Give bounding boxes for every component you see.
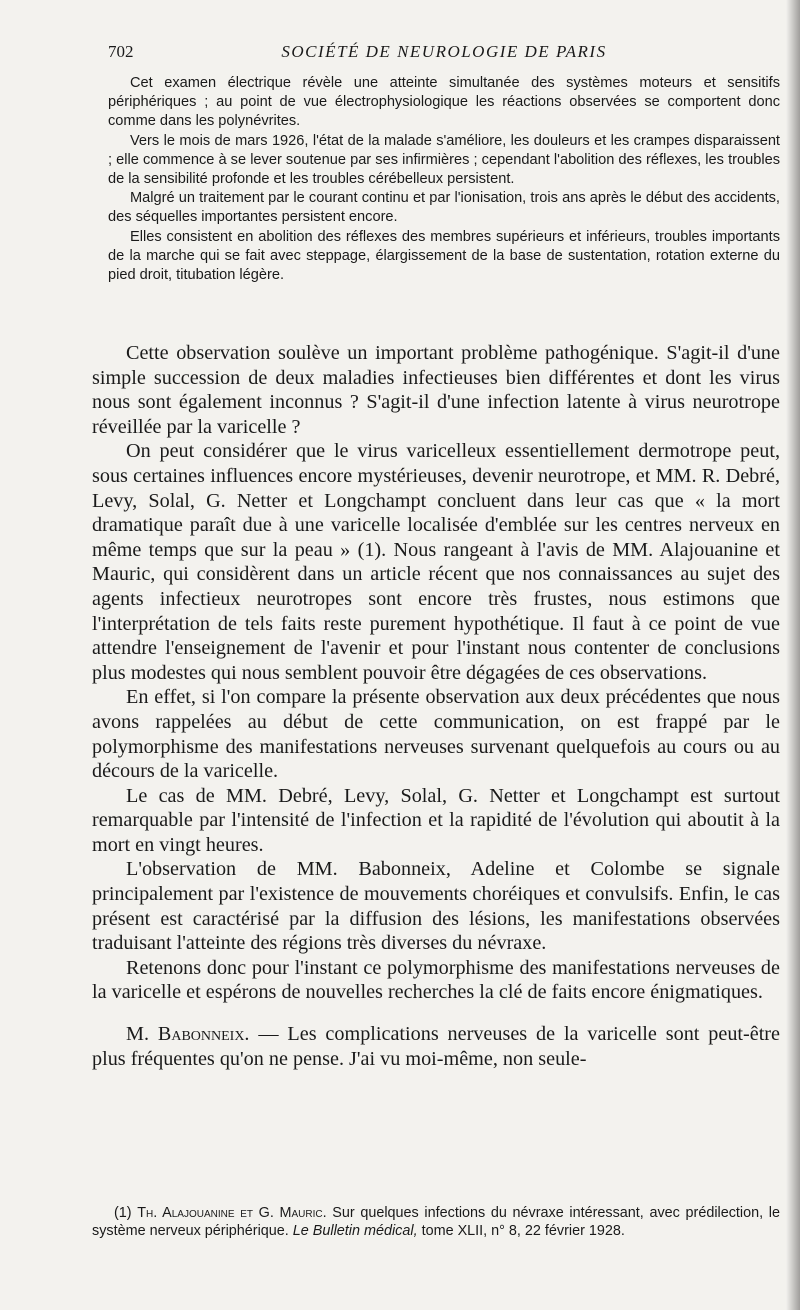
paragraph: Malgré un traitement par le courant continu et par l'ionisation, trois ans après le début des accidents, des séquelles importantes persistent encore. bbox=[108, 190, 780, 226]
paragraph: Retenons donc pour l'instant ce polymorphisme des manifestations nerveuses de la varicelle et espérons de nouvelles recherches la clé de faits encore énigmatiques. bbox=[92, 956, 780, 1004]
paragraph: On peut considérer que le virus varicelleux essentiellement dermotrope peut, sous certaines influences encore mystérieuses, devenir neurotrope, et MM. R. Debré, Levy, Solal, G. Netter et Longchampt concluent dans leur cas que « la mort dramatique paraît due à une varicelle localisée d'emblée sur les centres nerveux en même temps que sur la peau » (1). Nous rangeant à l'avis de MM. Alajouanine et Mauric, qui considèrent dans un article récent que nos connaissances au sujet des agents infectieux neurotropes sont encore très frustes, nous estimons que l'interprétation de tels faits reste purement hypothétique. Il faut à ce point de vue attendre l'enseignement de l'avenir et pour l'instant nous contenter de conclusions plus modestes qui nous semblent pouvoir être dégagées de ces observations. bbox=[92, 440, 780, 684]
footnote-text: Sur quelques infections du névraxe intéressant, avec prédilection, le système nerveux périphérique. bbox=[92, 1205, 780, 1239]
running-title: SOCIÉTÉ DE NEUROLOGIE DE PARIS bbox=[281, 42, 607, 61]
page-header bbox=[108, 42, 780, 66]
footnote bbox=[92, 1205, 780, 1241]
page-number: 702 bbox=[108, 42, 134, 61]
paragraph: L'observation de MM. Babonneix, Adeline et Colombe se signale principalement par l'existence de mouvements choréiques et convulsifs. Enfin, le cas présent est caractérisé par la diffusion des lésions, les manifestations observées traduisant l'atteinte des régions très diverses du névraxe. bbox=[92, 858, 780, 955]
speaker-paragraph bbox=[92, 1022, 780, 1071]
paragraph: En effet, si l'on compare la présente observation aux deux précédentes que nous avons rappelées au début de cette communication, on est frappé par le polymorphisme des manifestations nerveuses survenant quelquefois au cours ou au décours de la varicelle. bbox=[92, 686, 780, 783]
paragraph: Cette observation soulève un important problème pathogénique. S'agit-il d'une simple succession de deux maladies infectieuses bien différentes et dont les virus nous sont également inconnus ? S'agit-il d'une infection latente à virus neurotrope réveillée par la varicelle ? bbox=[92, 342, 780, 438]
paragraph: Elles consistent en abolition des réflexes des membres supérieurs et inférieurs, troubles importants de la marche qui se fait avec steppage, élargissement de la base de sustentation, rotation externe du pied droit, titubation légère. bbox=[108, 228, 780, 284]
footnote-marker: (1) bbox=[114, 1205, 132, 1221]
discussion-section bbox=[92, 341, 780, 1071]
paragraph: Cet examen électrique révèle une atteinte simultanée des systèmes moteurs et sensitifs périphériques ; au point de vue électrophysiologique les réactions observées se comportent donc comme dans les polynévrites. bbox=[108, 75, 780, 130]
paragraph: Le cas de MM. Debré, Levy, Solal, G. Netter et Longchampt est surtout remarquable par l'intensité de l'infection et la rapidité de l'évolution qui aboutit à la mort en vingt heures. bbox=[92, 784, 780, 856]
footnote-reference: tome XLII, n° 8, 22 février 1928. bbox=[421, 1222, 625, 1239]
paragraph: Vers le mois de mars 1926, l'état de la malade s'améliore, les douleurs et les crampes disparaissent ; elle commence à se lever soutenue par ses infirmières ; cependant l'abolition des réflexes, les troubles de la sensibilité profonde et les troubles cérébelleux persistent. bbox=[108, 132, 780, 188]
case-report-section bbox=[108, 74, 780, 285]
footnote-journal: Le Bulletin médical, bbox=[292, 1222, 418, 1239]
page-edge-shadow bbox=[786, 0, 800, 1310]
speaker-text: — Les complications nerveuses de la varicelle sont peut-être plus fréquentes qu'on ne pense. J'ai vu moi-même, non seule- bbox=[92, 1023, 780, 1070]
speaker-name: M. Babonneix. bbox=[126, 1023, 250, 1046]
footnote-authors: Th. Alajouanine et G. Mauric. bbox=[137, 1205, 327, 1221]
